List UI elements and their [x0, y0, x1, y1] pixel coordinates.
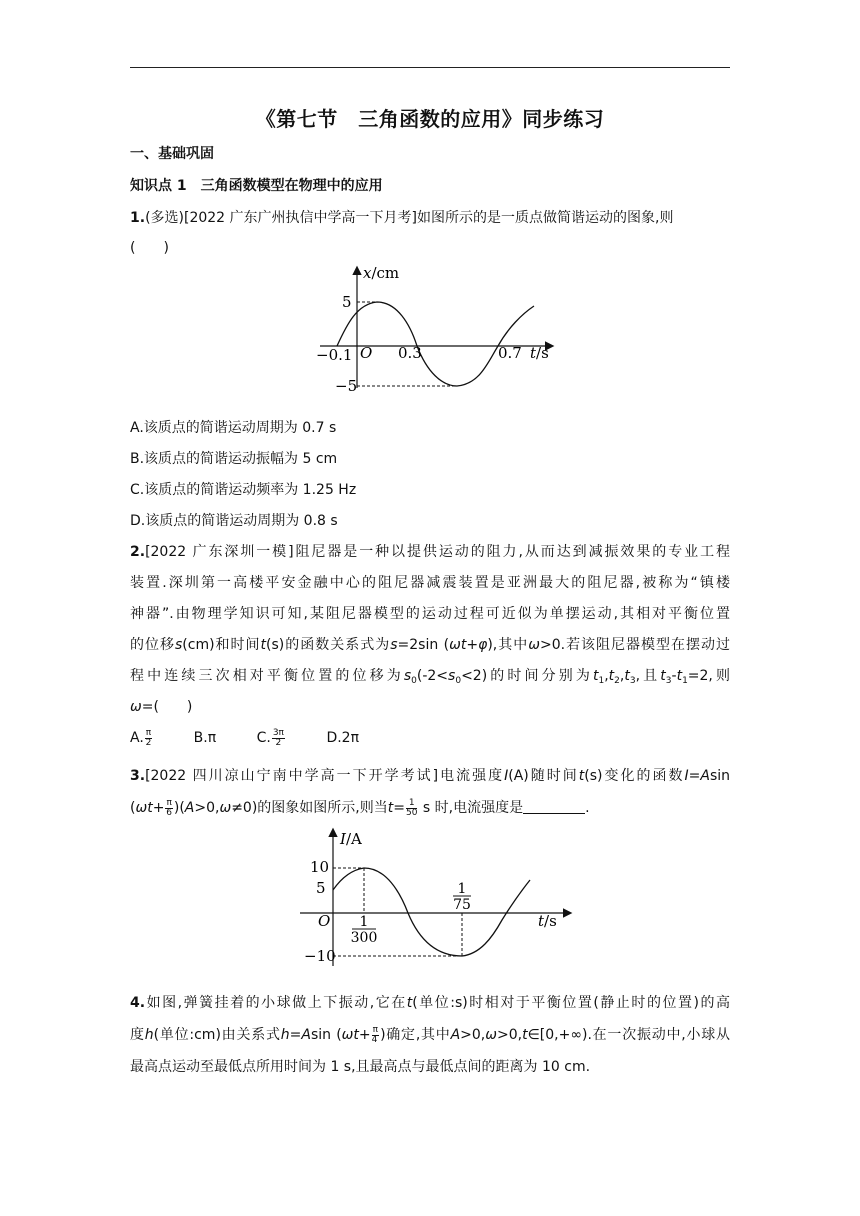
- q3-tick-5: 5: [316, 879, 326, 897]
- q2-line-4: 的位移s(cm)和时间t(s)的函数关系式为s=2sin (ωt+φ),其中ω>0.若该阻尼器模型在摆动过: [130, 637, 731, 653]
- knowledge-point-heading: 知识点 1 三角函数模型在物理中的应用: [130, 178, 383, 194]
- q3-tick-1-75-num: 1: [457, 881, 467, 897]
- q4-line-3: 最高点运动至最低点所用时间为 1 s,且最高点与最低点间的距离为 10 cm.: [130, 1059, 591, 1075]
- page-title: 《第七节 三角函数的应用》同步练习: [255, 107, 605, 131]
- q1-stem: [130, 208, 730, 228]
- q3-tick-10: 10: [310, 858, 330, 876]
- q1-number: 1.: [130, 210, 146, 226]
- q2-number: 2.: [130, 544, 146, 560]
- header-rule: [130, 67, 730, 68]
- q4-line-1: 4.如图,弹簧挂着的小球做上下振动,它在t(单位:s)时相对于平衡位置(静止时的位置)的高: [130, 995, 730, 1011]
- q1-option-c: C.该质点的简谐运动频率为 1.25 Hz: [130, 482, 357, 498]
- q1-tick-neg01: −0.1: [316, 346, 353, 364]
- section-heading: 一、基础巩固: [130, 146, 214, 162]
- q2-option-c: C. $\frac{3\pi}{2}$: [256, 727, 284, 748]
- q1-option-a: A.该质点的简谐运动周期为 0.7 s: [130, 420, 337, 436]
- q3-line-1: 3.[2022 四川凉山宁南中学高一下开学考试]电流强度I(A)随时间t(s)变化的函数I=Asin: [130, 768, 730, 784]
- q2-line-3: 神器”.由物理学知识可知,某阻尼器模型的运动过程可近似为单摆运动,其相对平衡位置: [130, 606, 730, 622]
- q3-answer-blank: [523, 799, 585, 814]
- q3-graph: [294, 826, 584, 968]
- q1-origin: O: [360, 344, 373, 362]
- q3-origin: O: [318, 912, 331, 930]
- q3-y-label: I/A: [340, 830, 362, 848]
- q1-option-b: B.该质点的简谐运动振幅为 5 cm: [130, 451, 338, 467]
- q1-tick-03: 0.3: [398, 344, 422, 362]
- q3-tick-neg10: −10: [304, 947, 336, 965]
- q1-tick-neg5: −5: [335, 377, 358, 392]
- q3-line-2: (ωt+ $\frac{\pi}{6}$ )(A>0,ω≠0)的图象如图所示,则当t= $\frac{1}{50}$ s 时,电流强度是 .: [130, 797, 590, 818]
- q2-text-1: [2022 广东深圳一模]阻尼器是一种以提供运动的阻力,从而达到减振效果的专业工程: [145, 544, 730, 560]
- q1-y-label: x/cm: [363, 264, 400, 282]
- q2-option-a: A. $\frac{\pi}{2}$: [130, 727, 152, 748]
- q1-tick-07: 0.7: [498, 344, 522, 362]
- q3-tick-1-75-den: 75: [453, 897, 471, 913]
- q2-line-1: [130, 542, 730, 562]
- q3-tick-1-300-num: 1: [359, 914, 369, 930]
- q1-text: (多选)[2022 广东广州执信中学高一下月考]如图所示的是一质点做简谐运动的图象,则: [145, 210, 674, 226]
- q2-line-6: ω=( ): [130, 699, 193, 715]
- q3-tick-1-300-den: 300: [350, 930, 378, 946]
- q2-options: [130, 728, 730, 748]
- q1-option-d: D.该质点的简谐运动周期为 0.8 s: [130, 513, 338, 529]
- q3-x-label: t/s: [538, 912, 557, 930]
- q1-tick-5: 5: [342, 293, 352, 311]
- q2-option-b: B.π: [193, 730, 217, 746]
- q2-option-d: D.2π: [326, 730, 360, 746]
- q1-answer-paren: ( ): [130, 240, 169, 256]
- q2-line-2: 装置.深圳第一高楼平安金融中心的阻尼器减震装置是亚洲最大的阻尼器,被称为“镇楼: [130, 575, 730, 591]
- q1-graph: [310, 262, 570, 392]
- q2-line-5: 程中连续三次相对平衡位置的位移为$s_0(-2<s_0<2)$的时间分别为$t_1,t_2,t_3$,且$t_3-t_1=2$,则: [130, 668, 730, 686]
- q1-x-label: t/s: [530, 344, 549, 362]
- q4-line-2: 度h(单位:cm)由关系式h=Asin (ωt+ $\frac{\pi}{4}$ )确定,其中A>0,ω>0,t∈[0,+∞).在一次振动中,小球从: [130, 1024, 730, 1045]
